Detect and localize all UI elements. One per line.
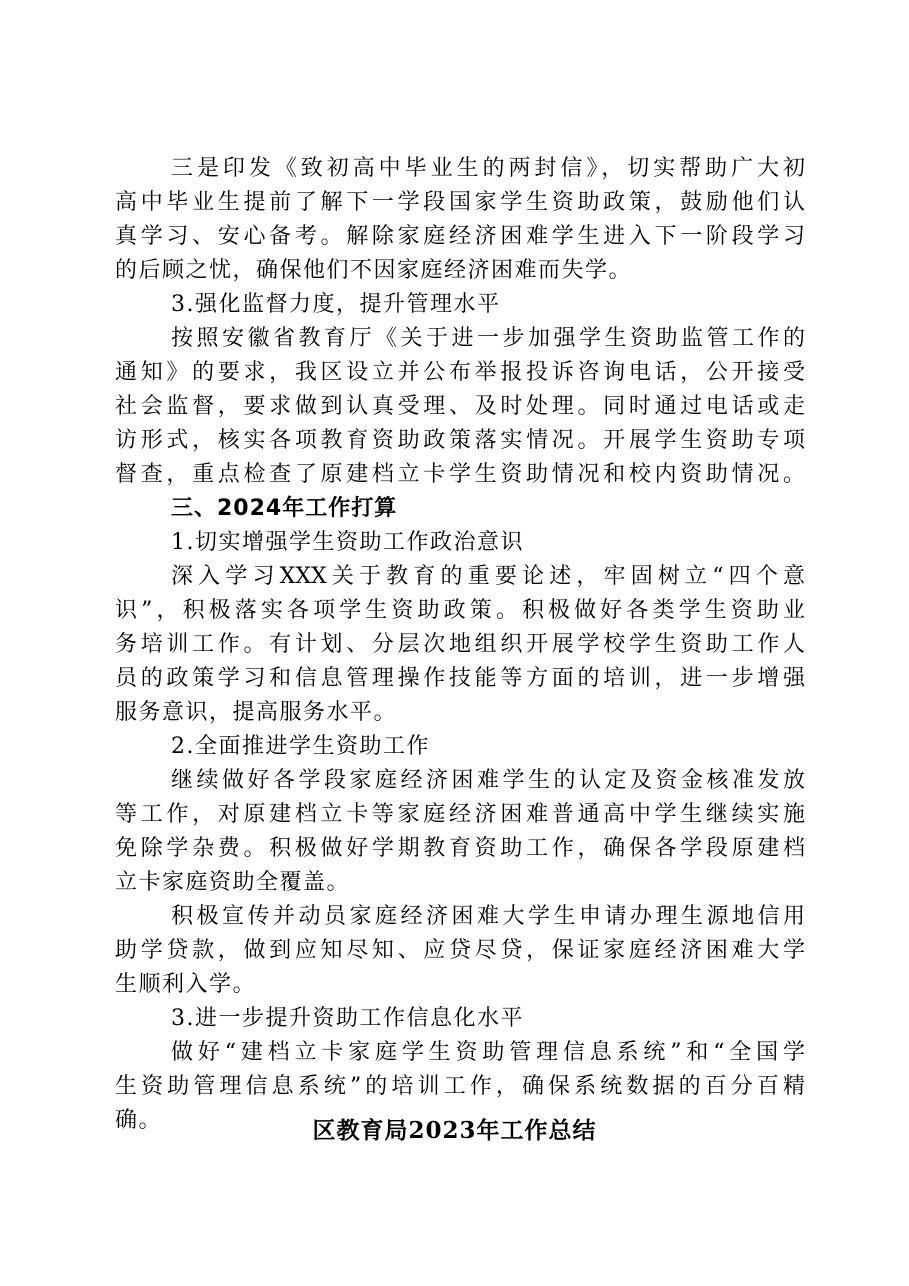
paragraph-line: 生顺利入学。 xyxy=(115,972,257,997)
paragraph-line: 员的政策学习和信息管理操作技能等方面的培训，进一步增强 xyxy=(115,666,805,691)
paragraph-line: 真学习、安心备考。解除家庭经济困难学生进入下一阶段学习 xyxy=(115,224,805,249)
section-subheading: 3.强化监督力度，提升管理水平 xyxy=(171,292,501,317)
section-subheading: 2.全面推进学生资助工作 xyxy=(171,734,430,759)
paragraph-line: 等工作，对原建档立卡等家庭经济困难普通高中学生继续实施 xyxy=(115,802,805,827)
paragraph-line: 通知》的要求，我区设立并公布举报投诉咨询电话，公开接受 xyxy=(115,360,805,385)
paragraph-line: 访形式，核实各项教育资助政策落实情况。开展学生资助专项 xyxy=(115,428,805,453)
paragraph-line: 做好“建档立卡家庭学生资助管理信息系统”和“全国学 xyxy=(171,1040,805,1065)
paragraph-line: 按照安徽省教育厅《关于进一步加强学生资助监管工作的 xyxy=(171,326,805,351)
paragraph-line: 的后顾之忧，确保他们不因家庭经济困难而失学。 xyxy=(115,258,633,283)
paragraph-line: 务培训工作。有计划、分层次地组织开展学校学生资助工作人 xyxy=(115,632,805,657)
paragraph-line: 确。 xyxy=(115,1108,163,1133)
paragraph-line: 继续做好各学段家庭经济困难学生的认定及资金核准发放 xyxy=(171,768,805,793)
section-subheading: 1.切实增强学生资助工作政治意识 xyxy=(171,530,524,555)
paragraph-line: 高中毕业生提前了解下一学段国家学生资助政策，鼓励他们认 xyxy=(115,190,805,215)
paragraph-line: 社会监督，要求做到认真受理、及时处理。同时通过电话或走 xyxy=(115,394,805,419)
paragraph-line: 助学贷款，做到应知尽知、应贷尽贷，保证家庭经济困难大学 xyxy=(115,938,805,963)
document-title: 区教育局2023年工作总结 xyxy=(312,1117,597,1144)
paragraph-line: 督查，重点检查了原建档立卡学生资助情况和校内资助情况。 xyxy=(115,462,805,487)
paragraph-line: 识”，积极落实各项学生资助政策。积极做好各类学生资助业 xyxy=(115,598,805,623)
paragraph-line: 生资助管理信息系统”的培训工作，确保系统数据的百分百精 xyxy=(115,1074,805,1099)
paragraph-line: 三是印发《致初高中毕业生的两封信》，切实帮助广大初 xyxy=(171,156,805,181)
paragraph-line: 积极宣传并动员家庭经济困难大学生申请办理生源地信用 xyxy=(171,904,805,929)
section-heading: 三、2024年工作打算 xyxy=(171,496,398,521)
paragraph-line: 立卡家庭资助全覆盖。 xyxy=(115,870,351,895)
section-subheading: 3.进一步提升资助工作信息化水平 xyxy=(171,1006,524,1031)
paragraph-line: 深入学习XXX关于教育的重要论述，牢固树立“四个意 xyxy=(171,564,805,589)
paragraph-line: 服务意识，提高服务水平。 xyxy=(115,700,398,725)
paragraph-line: 免除学杂费。积极做好学期教育资助工作，确保各学段原建档 xyxy=(115,836,805,861)
